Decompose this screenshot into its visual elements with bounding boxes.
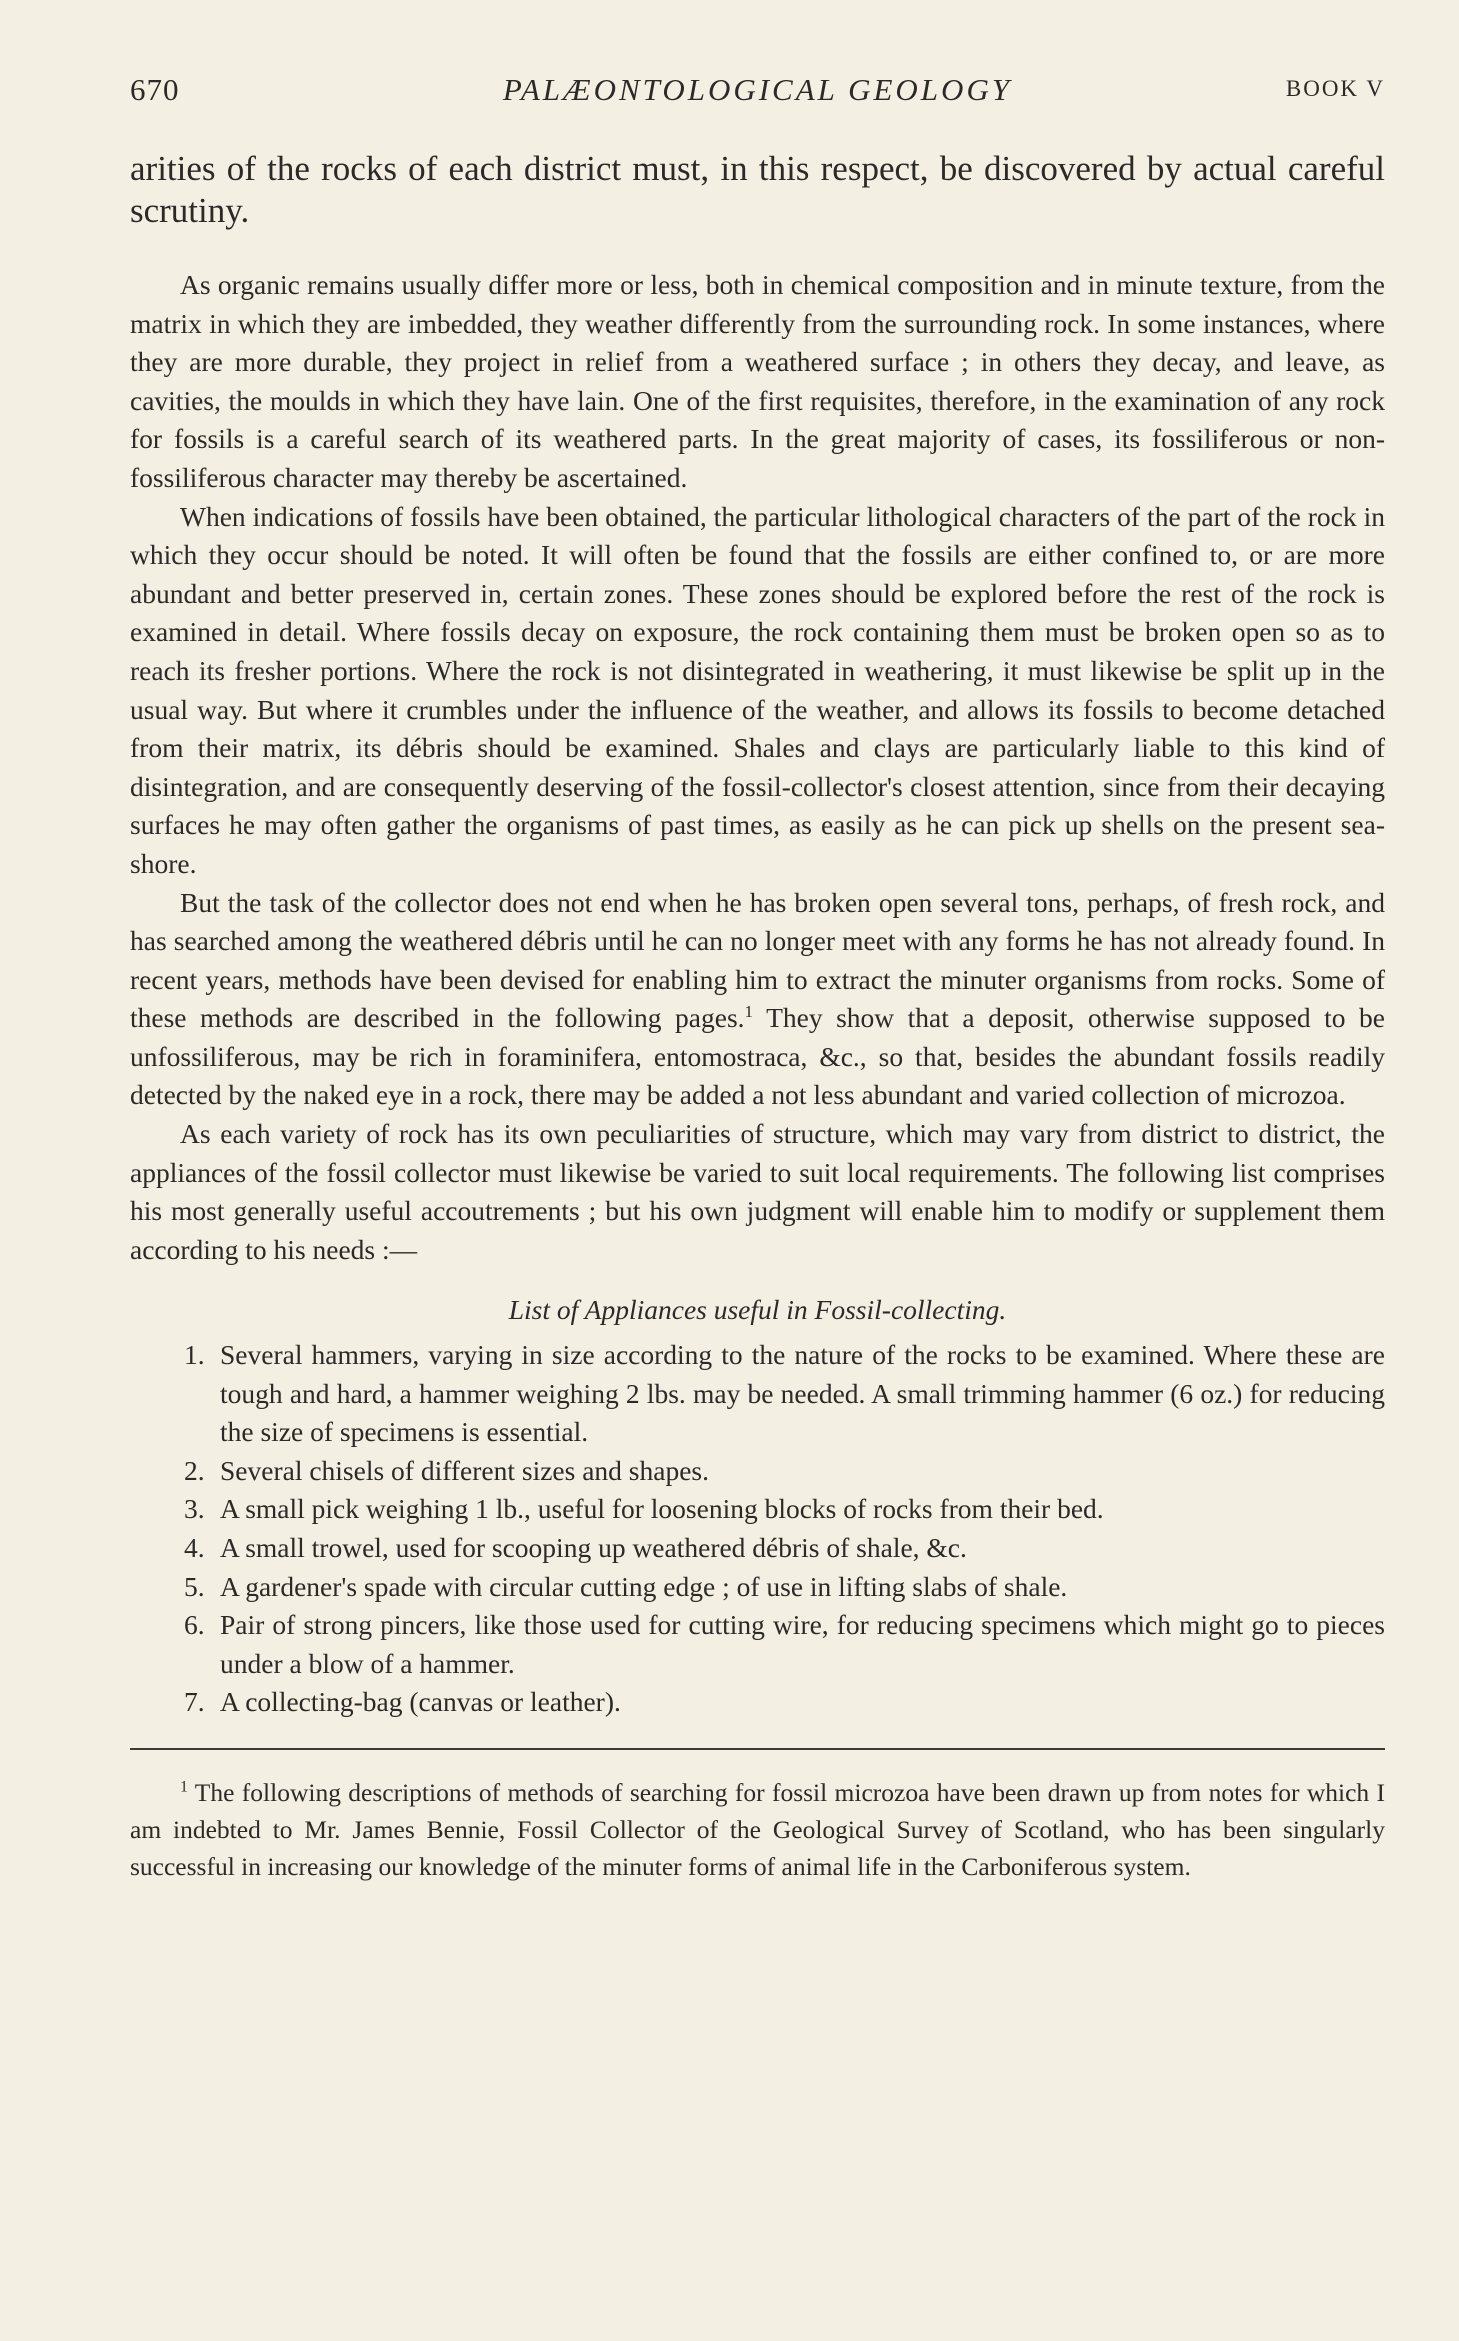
page-header (130, 72, 1385, 112)
list-item-number: 3. (184, 1493, 205, 1525)
list-item (130, 1529, 1385, 1568)
paragraph-indications-of-fossils: When indications of fossils have been obtained, the particular lithological characters of the part of the rock in which they occur should be noted. It will often be found that the fossils are either confined to, or are more abundant and better preserved in, certain zones. These zones should be explored before the rest of the rock is examined in detail. Where fossils decay on exposure, the rock containing them must be broken open so as to reach its fresher portions. Where the rock is not disintegrated in weathering, it must likewise be split up in the usual way. But where it crumbles under the influence of the weather, and allows its fossils to become detached from their matrix, its débris should be examined. Shales and clays are particularly liable to this kind of disintegration, and are consequently deserving of the fossil-collector's closest attention, since from their decaying surfaces he may often gather the organisms of past times, as easily as he can pick up shells on the present sea-shore. (130, 500, 1385, 879)
paragraph-organic-remains: As organic remains usually differ more or less, both in chemical composition and in minute texture, from the matrix in which they are imbedded, they weather differently from the surrounding rock. In some instances, where they are more durable, they project in relief from a weathered surface ; in others they decay, and leave, as cavities, the moulds in which they have lain. One of the first requisites, therefore, in the examination of any rock for fossils is a careful search of its weathered parts. In the great majority of cases, its fossiliferous or non-fossiliferous character may thereby be ascertained. (130, 269, 1385, 493)
list-item-text: A gardener's spade with circular cutting edge ; of use in lifting slabs of shale. (220, 1570, 1068, 1602)
list-item (130, 1606, 1385, 1683)
paragraph-text-after-ref: They show that a deposit, otherwise supposed to be unfossiliferous, may be rich in foraminifera, entomostraca, &c., so that, besides the abundant fossils readily detected by the naked eye in a rock, there may be added a not less abundant and varied collection of microzoa. (130, 1002, 1385, 1111)
list-item (130, 1683, 1385, 1722)
list-item (130, 1568, 1385, 1607)
list-item-text: A collecting-bag (canvas or leather). (220, 1686, 621, 1718)
paragraph-task-of-collector (130, 884, 1385, 1116)
list-item-text: Pair of strong pincers, like those used for cutting wire, for reducing specimens which might go to pieces under a blow of a hammer. (220, 1609, 1385, 1679)
list-item-text: Several hammers, varying in size according to the nature of the rocks to be examined. Where these are tough and hard, a hammer weighing 2 lbs. may be needed. A small trimming hammer (6 oz.) for reducing the size of specimens is essential. (220, 1339, 1385, 1448)
footnote-reference[interactable]: 1 (744, 1002, 754, 1022)
list-item-number: 7. (184, 1686, 205, 1718)
body-text (130, 148, 1385, 1885)
book-label: BOOK V (1285, 76, 1385, 101)
list-item (130, 1490, 1385, 1529)
footnote-text: The following descriptions of methods of searching for fossil microzoa have been drawn up from notes for which I am indebted to Mr. James Bennie, Fossil Collector of the Geological Survey of Scotland, who has been singularly successful in increasing our knowledge of the minuter forms of animal life in the Carboniferous system. (130, 1777, 1385, 1881)
list-item-text: A small trowel, used for scooping up weathered débris of shale, &c. (220, 1532, 967, 1563)
page-number: 670 (130, 72, 180, 107)
list-title: List of Appliances useful in Fossil-collecting. (508, 1294, 1007, 1326)
list-item-text: Several chisels of different sizes and shapes. (220, 1454, 709, 1486)
paragraph-text-before-ref: But the task of the collector does not end when he has broken open several tons, perhaps, of fresh rock, and has searched among the weathered débris until he can no longer meet with any forms he has not already found. In recent years, methods have been devised for enabling him to extract the minuter organisms from rocks. Some of these methods are described in the following pages. (130, 886, 1385, 1034)
footnote (130, 1774, 1385, 1885)
footnote-divider (130, 1748, 1385, 1750)
list-item (130, 1452, 1385, 1491)
lead-paragraph: arities of the rocks of each district must, in this respect, be discovered by actual careful scrutiny. (130, 149, 1385, 230)
appliances-list (130, 1336, 1385, 1722)
list-item-number: 5. (184, 1570, 205, 1602)
paragraph-appliances: As each variety of rock has its own peculiarities of structure, which may vary from district to district, the appliances of the fossil collector must likewise be varied to suit local requirements. The following list comprises his most generally useful accoutrements ; but his own judgment will enable him to modify or supplement them according to his needs :— (130, 1118, 1385, 1265)
list-item-text: A small pick weighing 1 lb., useful for loosening blocks of rocks from their bed. (220, 1493, 1104, 1525)
footnote-marker: 1 (180, 1778, 188, 1796)
list-item (130, 1336, 1385, 1452)
running-title: PALÆONTOLOGICAL GEOLOGY (502, 72, 1013, 107)
list-item-number: 1. (184, 1339, 205, 1371)
list-item-number: 4. (184, 1532, 205, 1563)
list-item-number: 2. (184, 1454, 205, 1486)
list-item-number: 6. (184, 1609, 205, 1641)
